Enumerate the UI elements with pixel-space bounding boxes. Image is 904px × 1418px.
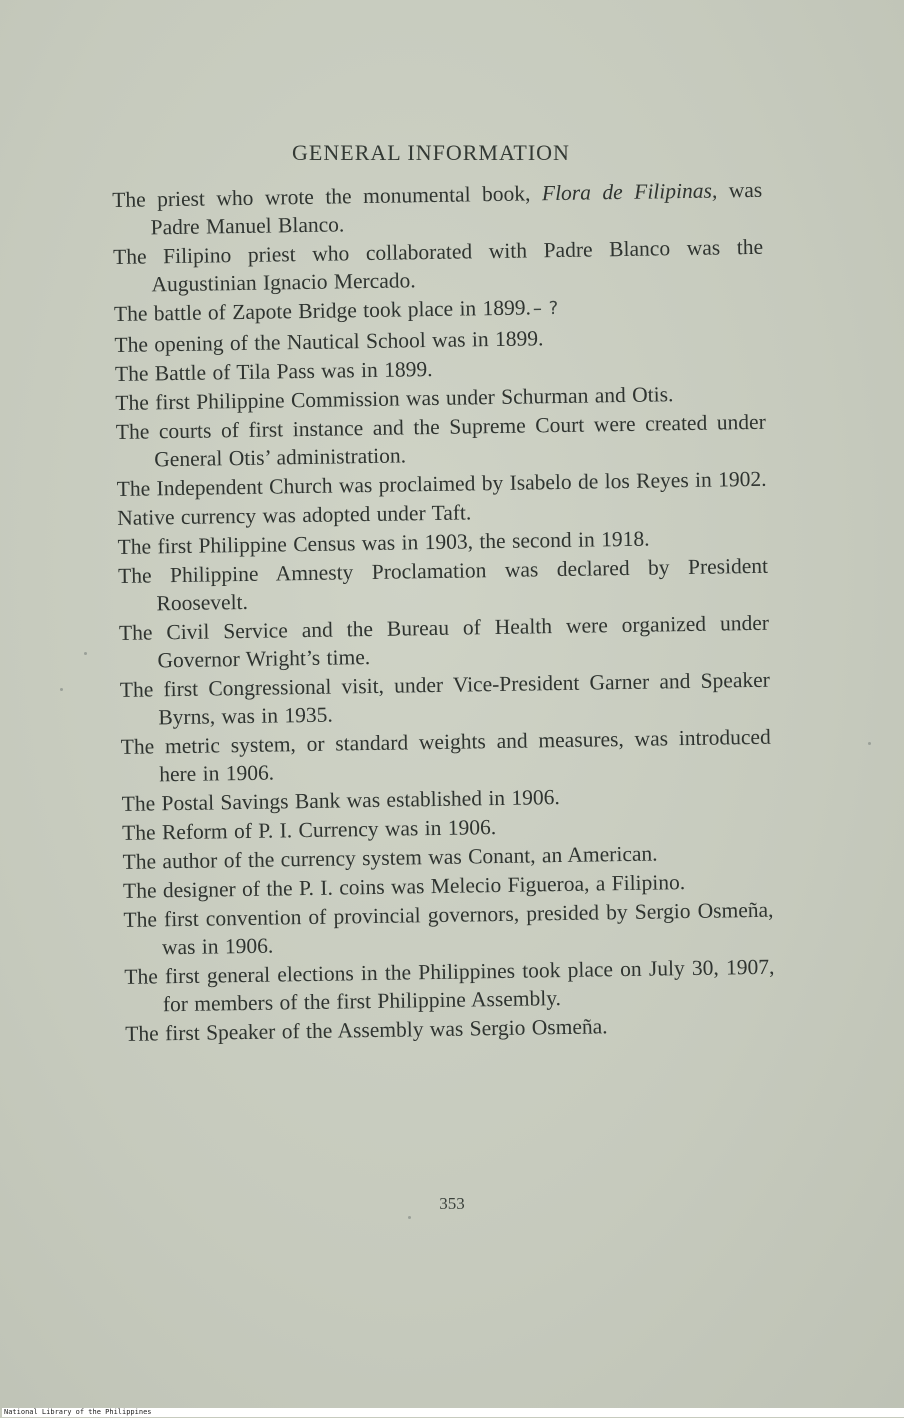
entry-7: The courts of first instance and the Supreme Court were created under General Otis’ administration.	[115, 409, 766, 472]
entry-14: The metric system, or standard weights and measures, was introduced here in 1906.	[120, 724, 771, 787]
entry-10: The first Philippine Census was in 1903, the second in 1918.	[117, 526, 650, 559]
entry-4: The opening of the Nautical School was in 1899.	[114, 326, 544, 357]
entry-9: Native currency was adopted under Taft.	[117, 500, 472, 530]
entry-8: The Independent Church was proclaimed by Isabelo de los Reyes in 1902.	[116, 466, 767, 501]
paper-speck	[60, 688, 63, 691]
entry-11: The Philippine Amnesty Proclamation was declared by President Roosevelt.	[117, 553, 769, 616]
entry-5: The Battle of Tila Pass was in 1899.	[114, 356, 433, 386]
paper-speck	[868, 742, 871, 745]
entry-12: The Civil Service and the Bureau of Health were organized under Governor Wright’s time.	[118, 610, 770, 673]
entry-6: The first Philippine Commission was under Schurman and Otis.	[115, 382, 674, 415]
entry-18: The designer of the P. I. coins was Melecio Figueroa, a Filipino.	[122, 870, 686, 903]
entry-20: The first general elections in the Philippines took place on July 30, 1907, for members of the first Philippine Assembly.	[124, 954, 775, 1017]
paper-speck	[408, 1216, 411, 1219]
page-number: 353	[439, 1194, 465, 1213]
page-heading: GENERAL INFORMATION	[292, 140, 570, 165]
entry-1: The priest who wrote the monumental book, Flora de Filipinas, was Padre Manuel Blanco.	[112, 177, 763, 240]
entry-13: The first Congressional visit, under Vice-President Garner and Speaker Byrns, was in 1935.	[119, 667, 771, 730]
handwritten-annotation: – ?	[532, 298, 559, 320]
entry-3: The battle of Zapote Bridge took place in 1899.– ?	[113, 295, 559, 326]
entry-16: The Reform of P. I. Currency was in 1906.	[121, 815, 497, 845]
entry-21: The first Speaker of the Assembly was Sergio Osmeña.	[125, 1014, 608, 1046]
entry-17: The author of the currency system was Conant, an American.	[122, 841, 658, 874]
footer-credit: National Library of the Philippines	[2, 1408, 904, 1417]
entries-list	[112, 176, 775, 1048]
entry-2: The Filipino priest who collaborated with Padre Blanco was the Augustinian Ignacio Mercado.	[112, 234, 764, 297]
entry-19: The first convention of provincial governors, presided by Sergio Osmeña, was in 1906.	[123, 897, 774, 960]
paper-speck	[84, 652, 87, 655]
entry-15: The Postal Savings Bank was established in 1906.	[121, 785, 560, 816]
